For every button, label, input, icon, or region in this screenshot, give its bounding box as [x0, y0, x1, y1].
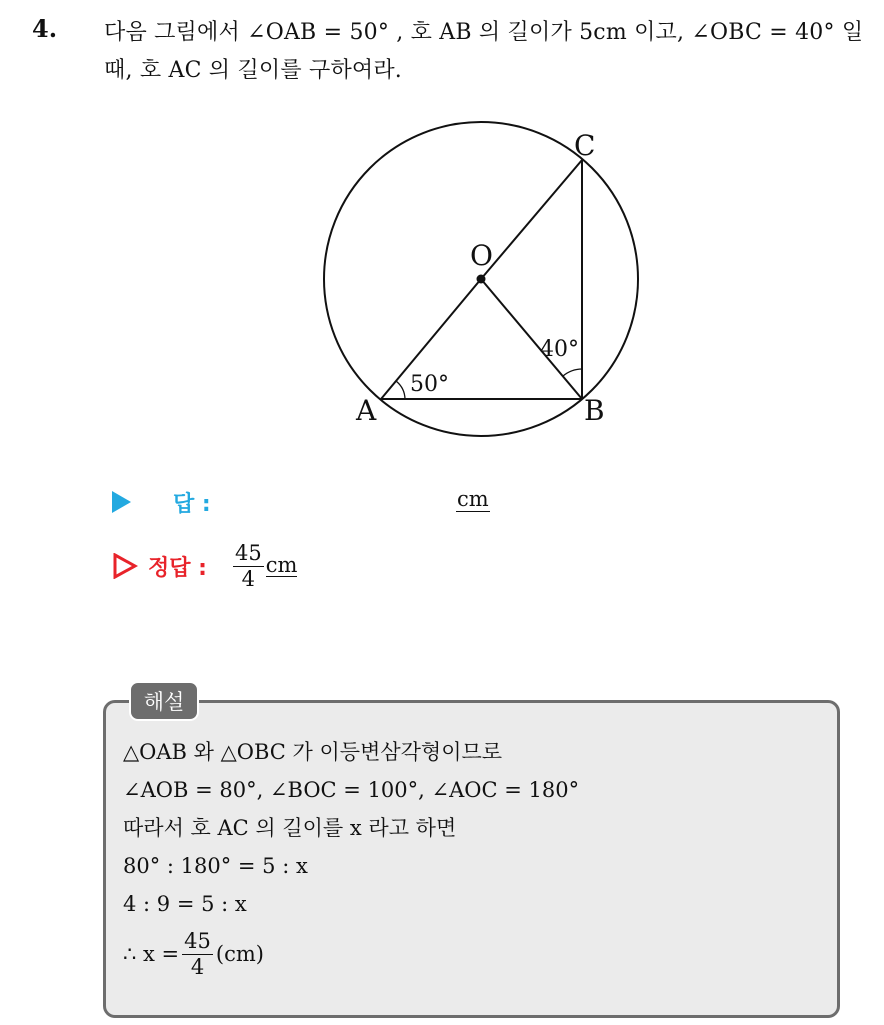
answer-label: 답 :: [173, 491, 211, 517]
question-text: 다음 그림에서 ∠OAB = 50° , 호 AB 의 길이가 5cm 이고, ∠OBC = 40° 일 때, 호 AC 의 길이를 구하여라.: [104, 20, 864, 83]
correct-label: 정답 :: [148, 555, 207, 581]
center-point: [477, 275, 486, 284]
solution-line: 4 : 9 = 5 : x: [123, 892, 247, 916]
solution-tag: 해설: [129, 681, 199, 721]
correct-answer-row: [112, 536, 297, 596]
solution-final-suffix: (cm): [215, 942, 264, 966]
label-A: A: [356, 394, 377, 427]
play-triangle-icon: [112, 491, 131, 513]
solution-denominator: 4: [190, 954, 205, 979]
question-number: 4.: [32, 14, 58, 43]
solution-numerator: 45: [184, 928, 211, 953]
solution-line: △OAB 와 △OBC 가 이등변삼각형이므로: [123, 740, 503, 764]
angle-arc-A: [396, 381, 405, 399]
answer-unit: cm: [457, 487, 489, 511]
label-O: O: [470, 239, 493, 272]
solution-line: 따라서 호 AC 의 길이를 x 라고 하면: [123, 816, 457, 840]
correct-denominator: 4: [241, 566, 256, 591]
label-C: C: [574, 129, 596, 162]
correct-unit: cm: [265, 552, 298, 577]
label-B: B: [584, 394, 605, 427]
solution-final-prefix: ∴ x =: [123, 942, 180, 966]
solution-fraction: [182, 929, 213, 980]
angle-label-50: 50°: [410, 372, 449, 397]
segment-OC: [481, 160, 582, 279]
solution-line: ∠AOB = 80°, ∠BOC = 100°, ∠AOC = 180°: [123, 778, 580, 802]
geometry-figure: [0, 0, 884, 470]
correct-fraction: [233, 541, 264, 592]
angle-arc-B: [563, 369, 582, 376]
solution-final-line: [123, 923, 823, 985]
solution-line: 80° : 180° = 5 : x: [123, 854, 308, 878]
correct-numerator: 45: [234, 540, 262, 565]
solution-lines: [123, 733, 823, 985]
angle-label-40: 40°: [540, 337, 579, 362]
outline-triangle-icon: [112, 553, 138, 579]
answer-row: [112, 485, 211, 519]
